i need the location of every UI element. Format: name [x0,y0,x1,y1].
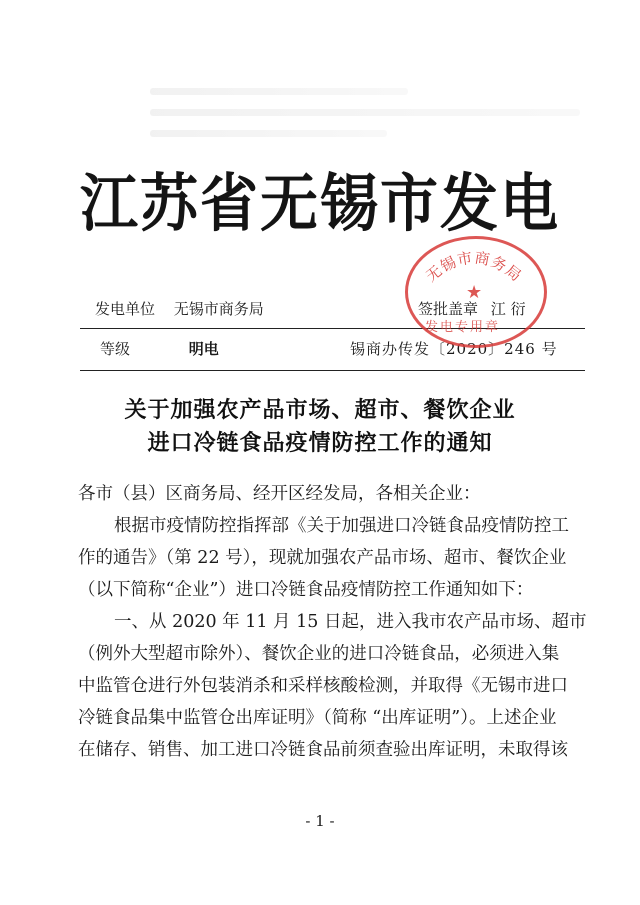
addressee: 各市（县）区商务局、经开区经发局，各相关企业： [78,484,481,504]
notice-body [78,478,587,766]
grade-row [100,338,219,359]
sender-value: 无锡市商务局 [173,300,264,318]
notice-title-line-1: 关于加强农产品市场、超市、餐饮企业 [124,397,516,423]
bleed-through-text [150,88,580,151]
signoff-value: 江 衍 [490,300,526,318]
sender-row [95,298,264,319]
seal-subtitle: 发电专用章 [425,320,501,335]
grade-label: 等级 [100,340,131,358]
body-line: 作的通告》（第 22 号），现就加强农产品市场、超市、餐饮企业 [78,548,567,568]
seal-star-icon: ★ [466,282,483,303]
seal-org-name: 无锡市商务局 [422,248,526,286]
signoff-label: 签批盖章 [418,300,479,318]
body-line: 一、从 2020 年 11 月 15 日起，进入我市农产品市场、超市 [114,612,587,632]
body-line: 根据市疫情防控指挥部《关于加强进口冷链食品疫情防控工 [114,516,569,536]
page-number: - 1 - [305,812,335,830]
sender-label: 发电单位 [95,300,156,318]
body-line: 中监管仓进行外包装消杀和采样核酸检测，并取得《无锡市进口 [78,676,568,696]
telegram-banner-title: 江苏省无锡市发电 [79,166,560,241]
notice-title-line-2: 进口冷链食品疫情防控工作的通知 [147,430,493,456]
grade-value: 明电 [188,340,219,358]
document-number: 锡商办传发〔2020〕246 号 [350,340,558,358]
svg-text:无锡市商务局 [423,249,526,286]
header-divider-bottom [80,370,585,371]
body-line: （以下简称“企业”）进口冷链食品疫情防控工作通知如下： [78,580,534,600]
body-line: 在储存、销售、加工进口冷链食品前须查验出库证明，未取得该 [78,740,568,760]
body-line: （例外大型超市除外）、餐饮企业的进口冷链食品，必须进入集 [78,644,560,664]
body-line: 冷链食品集中监管仓出库证明》（简称 “出库证明”）。上述企业 [78,708,557,728]
